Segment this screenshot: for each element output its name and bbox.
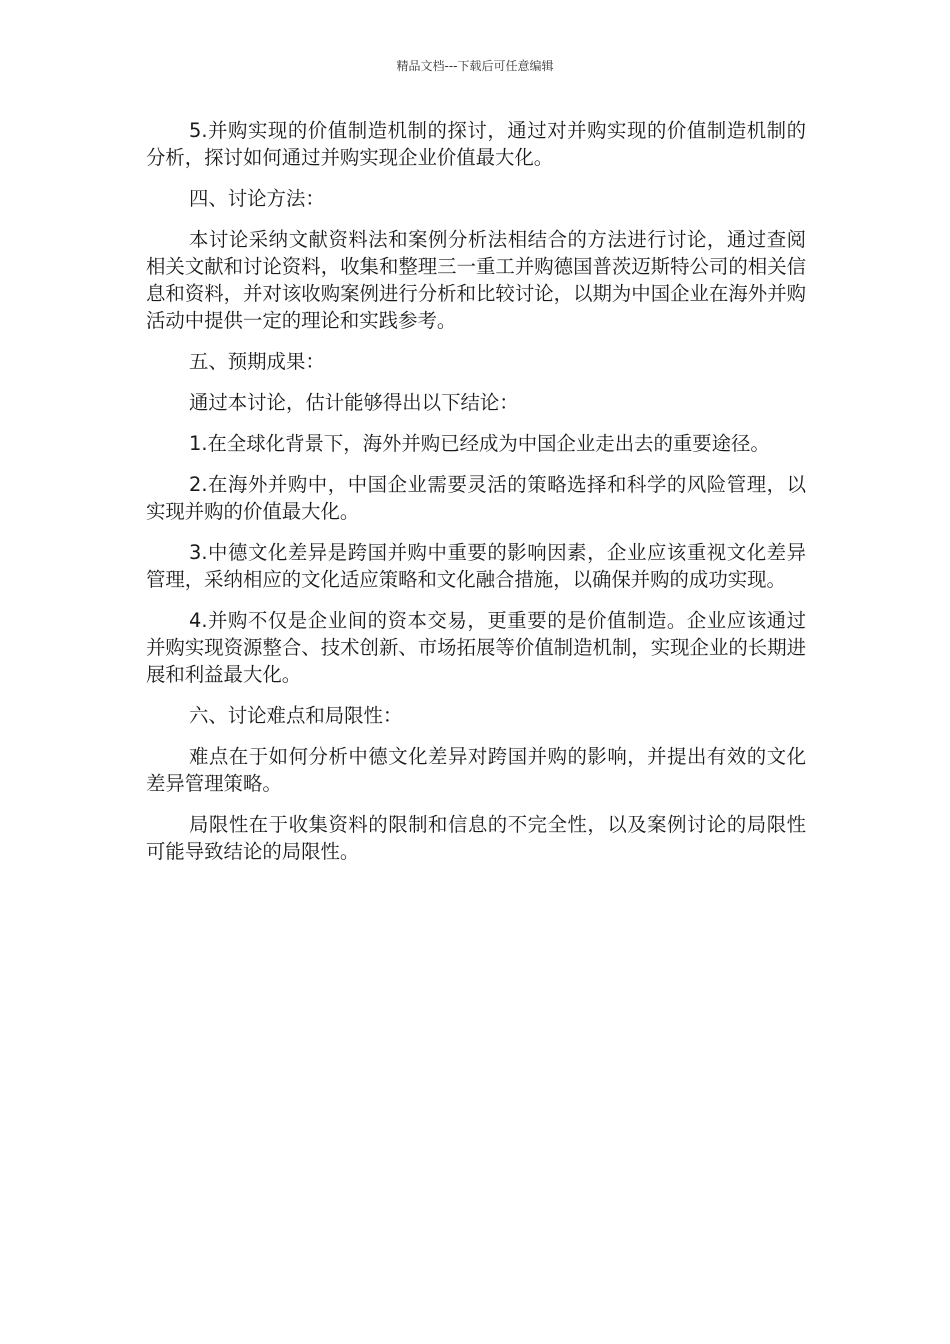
- paragraph-result-2: 2.在海外并购中，中国企业需要灵活的策略选择和科学的风险管理，以实现并购的价值最大化。: [146, 473, 806, 523]
- paragraph-intro-results: 通过本讨论，估计能够得出以下结论：: [189, 391, 519, 414]
- paragraph-result-3: 3.中德文化差异是跨国并购中重要的影响因素，企业应该重视文化差异管理，采纳相应的文化适应策略和文化融合措施，以确保并购的成功实现。: [146, 541, 806, 591]
- paragraph-methods: 本讨论采纳文献资料法和案例分析法相结合的方法进行讨论，通过查阅相关文献和讨论资料，收集和整理三一重工并购德国普茨迈斯特公司的相关信息和资料，并对该收购案例进行分析和比较讨论，以期为中国企业在海外并购活动中提供一定的理论和实践参考。: [146, 228, 806, 332]
- section-heading-expected-results: 五、预期成果：: [189, 350, 325, 373]
- paragraph-result-4: 4.并购不仅是企业间的资本交易，更重要的是价值制造。企业应该通过并购实现资源整合、技术创新、市场拓展等价值制造机制，实现企业的长期进展和利益最大化。: [146, 609, 806, 686]
- paragraph-item-5: 5.并购实现的价值制造机制的探讨，通过对并购实现的价值制造机制的分析，探讨如何通过并购实现企业价值最大化。: [146, 119, 806, 169]
- section-heading-methods: 四、讨论方法：: [189, 187, 325, 210]
- section-heading-difficulties: 六、讨论难点和局限性：: [189, 704, 403, 727]
- document-body: [146, 117, 806, 879]
- page-header: 精品文档---下载后可任意编辑: [396, 59, 554, 73]
- paragraph-limitation: 局限性在于收集资料的限制和信息的不完全性，以及案例讨论的局限性可能导致结论的局限性。: [146, 813, 806, 863]
- paragraph-result-1: 1.在全球化背景下，海外并购已经成为中国企业走出去的重要途径。: [189, 432, 770, 455]
- paragraph-difficulty: 难点在于如何分析中德文化差异对跨国并购的影响，并提出有效的文化差异管理策略。: [146, 745, 806, 795]
